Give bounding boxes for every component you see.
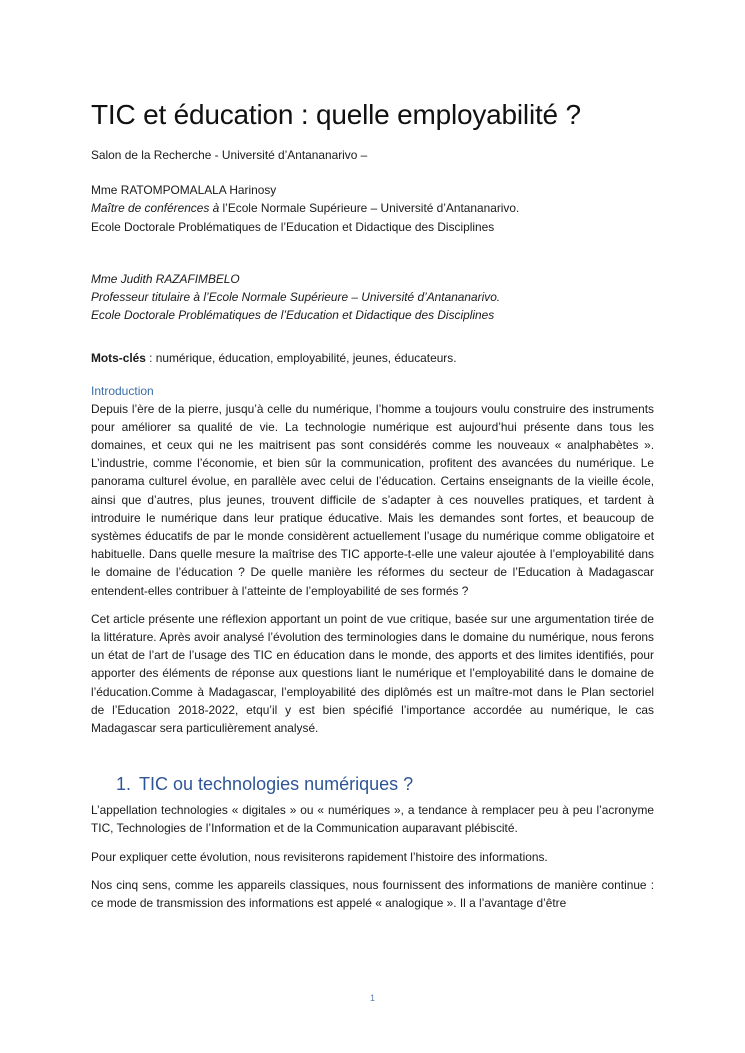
section-1-paragraph-1: L’appellation technologies « digitales » ou « numériques », a tendance à remplacer peu à peu l’acronyme TIC, Technologies de l’Information et de la Communication auparavant plébiscité.	[91, 803, 654, 836]
author1-role	[91, 199, 654, 217]
page-number: 1	[369, 993, 375, 1003]
introduction-heading: Introduction	[91, 383, 154, 398]
keywords-label: Mots-clés	[91, 351, 146, 366]
keywords-line	[91, 349, 654, 367]
author-block-2	[91, 270, 654, 325]
page-title: TIC et éducation : quelle employabilité ?	[91, 99, 581, 130]
keywords-text: : numérique, éducation, employabilité, jeunes, éducateurs.	[145, 351, 457, 366]
author-block-1	[91, 181, 654, 236]
introduction-paragraph-2: Cet article présente une réflexion apportant un point de vue critique, basée sur une argumentation tirée de la littérature. Après avoir analysé l’évolution des terminologies dans le domaine du numérique, nous ferons un état de l’art de l’usage des TIC en éducation dans le monde, des apports et des limites identifiés, pour apporter des éléments de réponse aux questions liant le numérique et l’employabilité dans le domaine de l’éducation.Comme à Madagascar, l’employabilité des diplômés est un maître-mot dans le Plan sectoriel de l’Education 2018-2022, etqu’il y est bien spécifié l’importance accordée au numérique, le cas Madagascar sera particulièrement analysé.	[91, 611, 654, 736]
section-1-paragraph-3: Nos cinq sens, comme les appareils classiques, nous fournissent des informations de manière continue : ce mode de transmission des informations est appelé « analogique ». Il a l’avantage d’être	[91, 877, 654, 911]
author2-role: Professeur titulaire à l’Ecole Normale Supérieure – Université d’Antananarivo.	[91, 290, 501, 305]
author1-role-italic: Maître de conférences à	[91, 201, 220, 216]
section-1-heading	[116, 771, 654, 797]
introduction-paragraph-1: Depuis l’ère de la pierre, jusqu’à celle du numérique, l’homme a toujours voulu construire des instruments pour améliorer sa qualité de vie. La technologie numérique est aujourd’hui présente dans tous les domaines, et ceux qui ne les maitrisent pas sont considérés comme les nouveaux « analphabètes ». L’industrie, comme l’économie, et bien sûr la communication, profitent des avancées du numérique. Le panorama culturel évolue, en parallèle avec celui de l’éducation. Certains enseignants de la vieille école, ainsi que d’autres, plus jeunes, trouvent difficile de s’adapter à ces nouvelles pratiques, et tardent à introduire le numérique dans leur pratique éducative. Mais les demandes sont fortes, et beaucoup de systèmes éducatifs de par le monde considèrent actuellement l’usage du numérique comme obligatoire et habituelle. Dans quelle mesure la maîtrise des TIC apporte-t-elle une valeur ajoutée à l’employabilité dans le domaine de l’éducation ? De quelle manière les réformes du secteur de l’Education à Madagascar entendent-elles contribuer à l’atteinte de l’employabilité de ses formés ?	[91, 401, 654, 598]
author2-school: Ecole Doctorale Problématiques de l’Education et Didactique des Disciplines	[91, 308, 495, 323]
author1-name: Mme RATOMPOMALALA Harinosy	[91, 183, 277, 198]
author2-name: Mme Judith RAZAFIMBELO	[91, 271, 240, 286]
section-1-title: TIC ou technologies numériques ?	[139, 774, 414, 795]
page-content	[91, 95, 654, 912]
author1-role-rest: l’Ecole Normale Supérieure – Université d’Antananarivo.	[219, 201, 520, 216]
section-1-paragraph-2: Pour expliquer cette évolution, nous revisiterons rapidement l’histoire des informations.	[91, 849, 548, 864]
section-1-number: 1.	[116, 774, 132, 795]
author1-school: Ecole Doctorale Problématiques de l’Education et Didactique des Disciplines	[91, 219, 495, 234]
salon-line: Salon de la Recherche - Université d’Antananarivo –	[91, 148, 368, 162]
